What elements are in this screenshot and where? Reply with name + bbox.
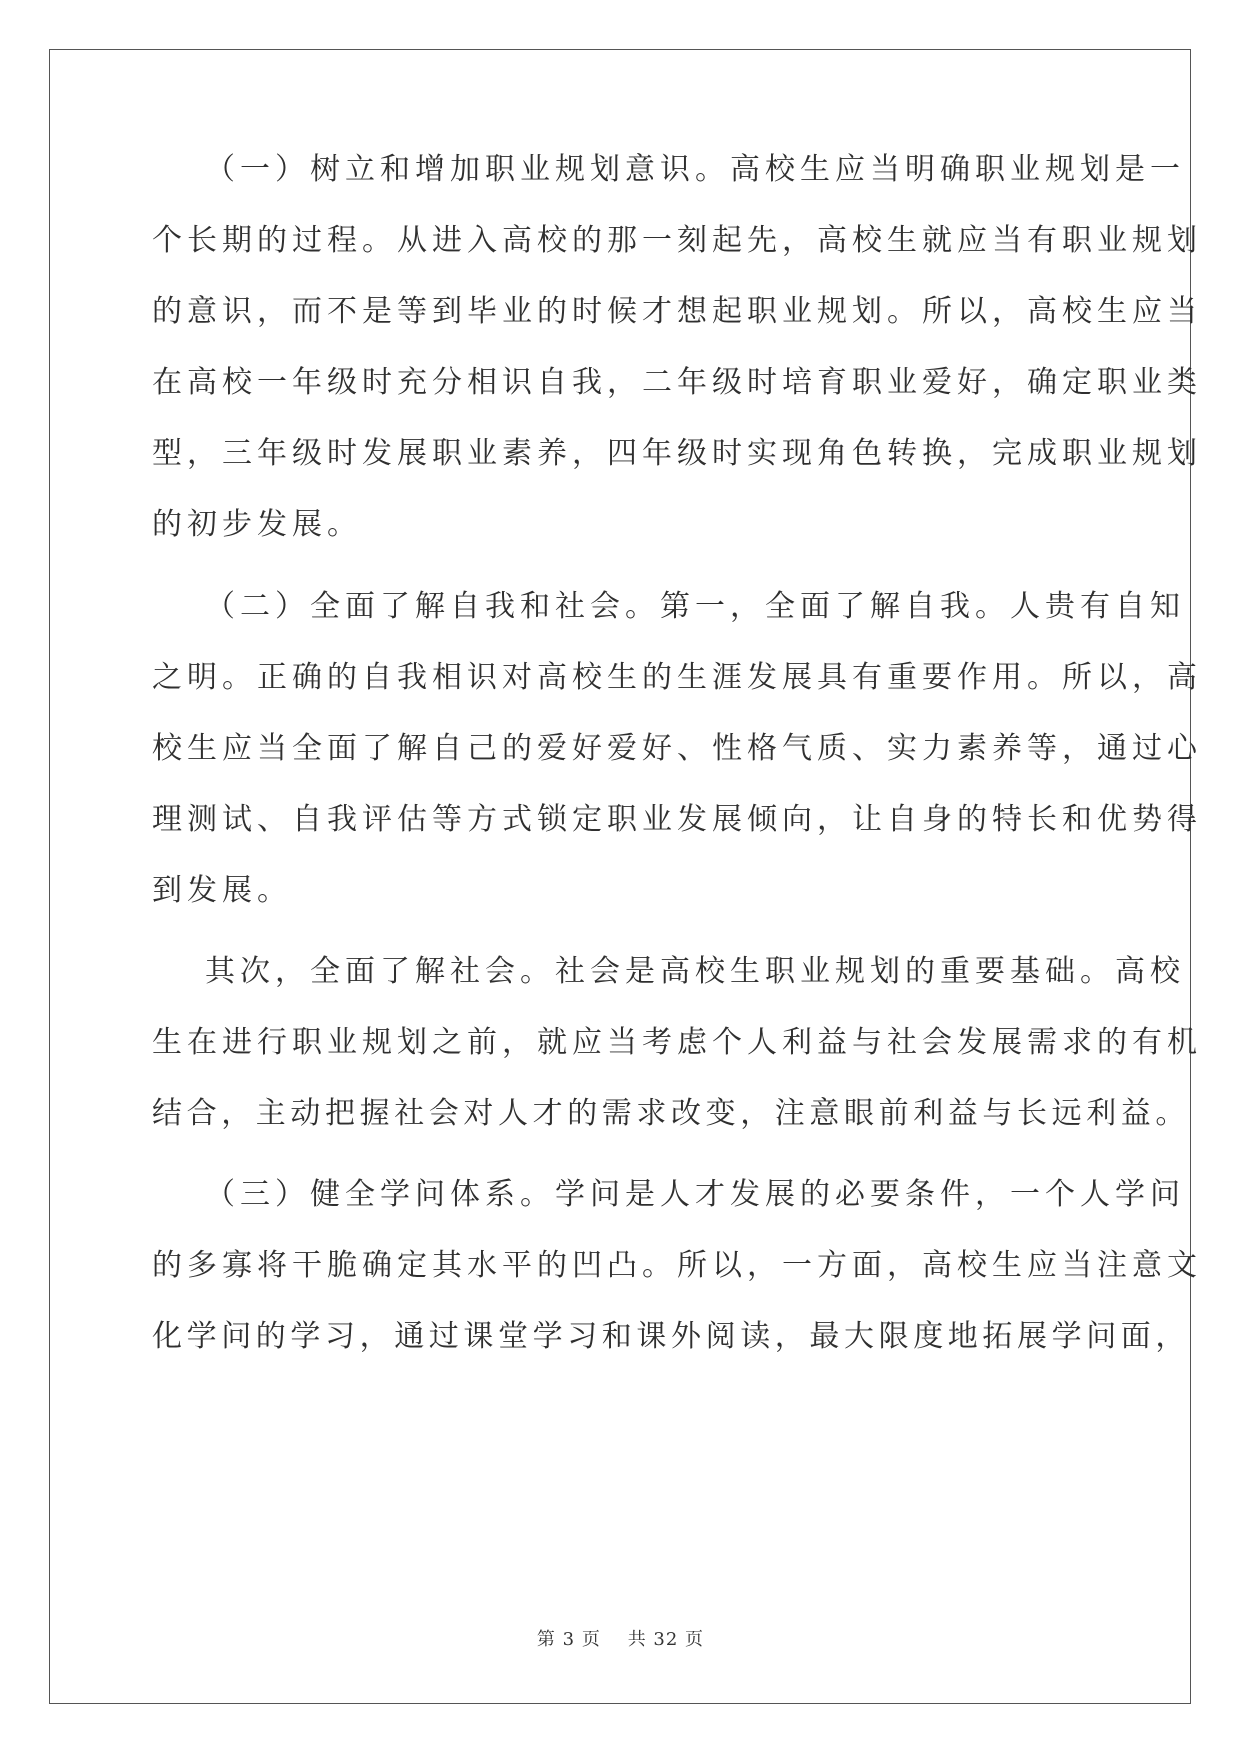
paragraph-2-line-4: 理测试、自我评估等方式锁定职业发展倾向，让自身的特长和优势得 <box>152 802 1202 837</box>
paragraph-2-line-5: 到发展。 <box>152 873 292 908</box>
page-footer <box>0 1625 1241 1651</box>
paragraph-2-line-3: 校生应当全面了解自己的爱好爱好、性格气质、实力素养等，通过心 <box>152 731 1202 766</box>
paragraph-4-line-1: （三）健全学问体系。学问是人才发展的必要条件，一个人学问 <box>205 1177 1185 1212</box>
paragraph-3-line-2: 生在进行职业规划之前，就应当考虑个人利益与社会发展需求的有机 <box>152 1025 1202 1060</box>
paragraph-1-line-2: 个长期的过程。从进入高校的那一刻起先，高校生就应当有职业规划 <box>152 223 1202 258</box>
paragraph-1-line-3: 的意识，而不是等到毕业的时候才想起职业规划。所以，高校生应当 <box>152 294 1202 329</box>
paragraph-1-line-5: 型，三年级时发展职业素养，四年级时实现角色转换，完成职业规划 <box>152 436 1202 471</box>
paragraph-1-line-6: 的初步发展。 <box>152 507 362 542</box>
paragraph-1-line-1: （一）树立和增加职业规划意识。高校生应当明确职业规划是一 <box>205 152 1185 187</box>
paragraph-1-line-4: 在高校一年级时充分相识自我，二年级时培育职业爱好，确定职业类 <box>152 365 1202 400</box>
paragraph-2-line-1: （二）全面了解自我和社会。第一，全面了解自我。人贵有自知 <box>205 589 1185 624</box>
paragraph-3-line-1: 其次，全面了解社会。社会是高校生职业规划的重要基础。高校 <box>205 954 1185 989</box>
paragraph-4-line-2: 的多寡将干脆确定其水平的凹凸。所以，一方面，高校生应当注意文 <box>152 1248 1202 1283</box>
paragraph-3-line-3: 结合，主动把握社会对人才的需求改变，注意眼前利益与长远利益。 <box>152 1096 1190 1131</box>
paragraph-2-line-2: 之明。正确的自我相识对高校生的生涯发展具有重要作用。所以，高 <box>152 660 1202 695</box>
paragraph-4-line-3: 化学问的学习，通过课堂学习和课外阅读，最大限度地拓展学问面， <box>152 1319 1190 1354</box>
page-number-label: 第 3 页 共 32 页 <box>536 1629 705 1650</box>
